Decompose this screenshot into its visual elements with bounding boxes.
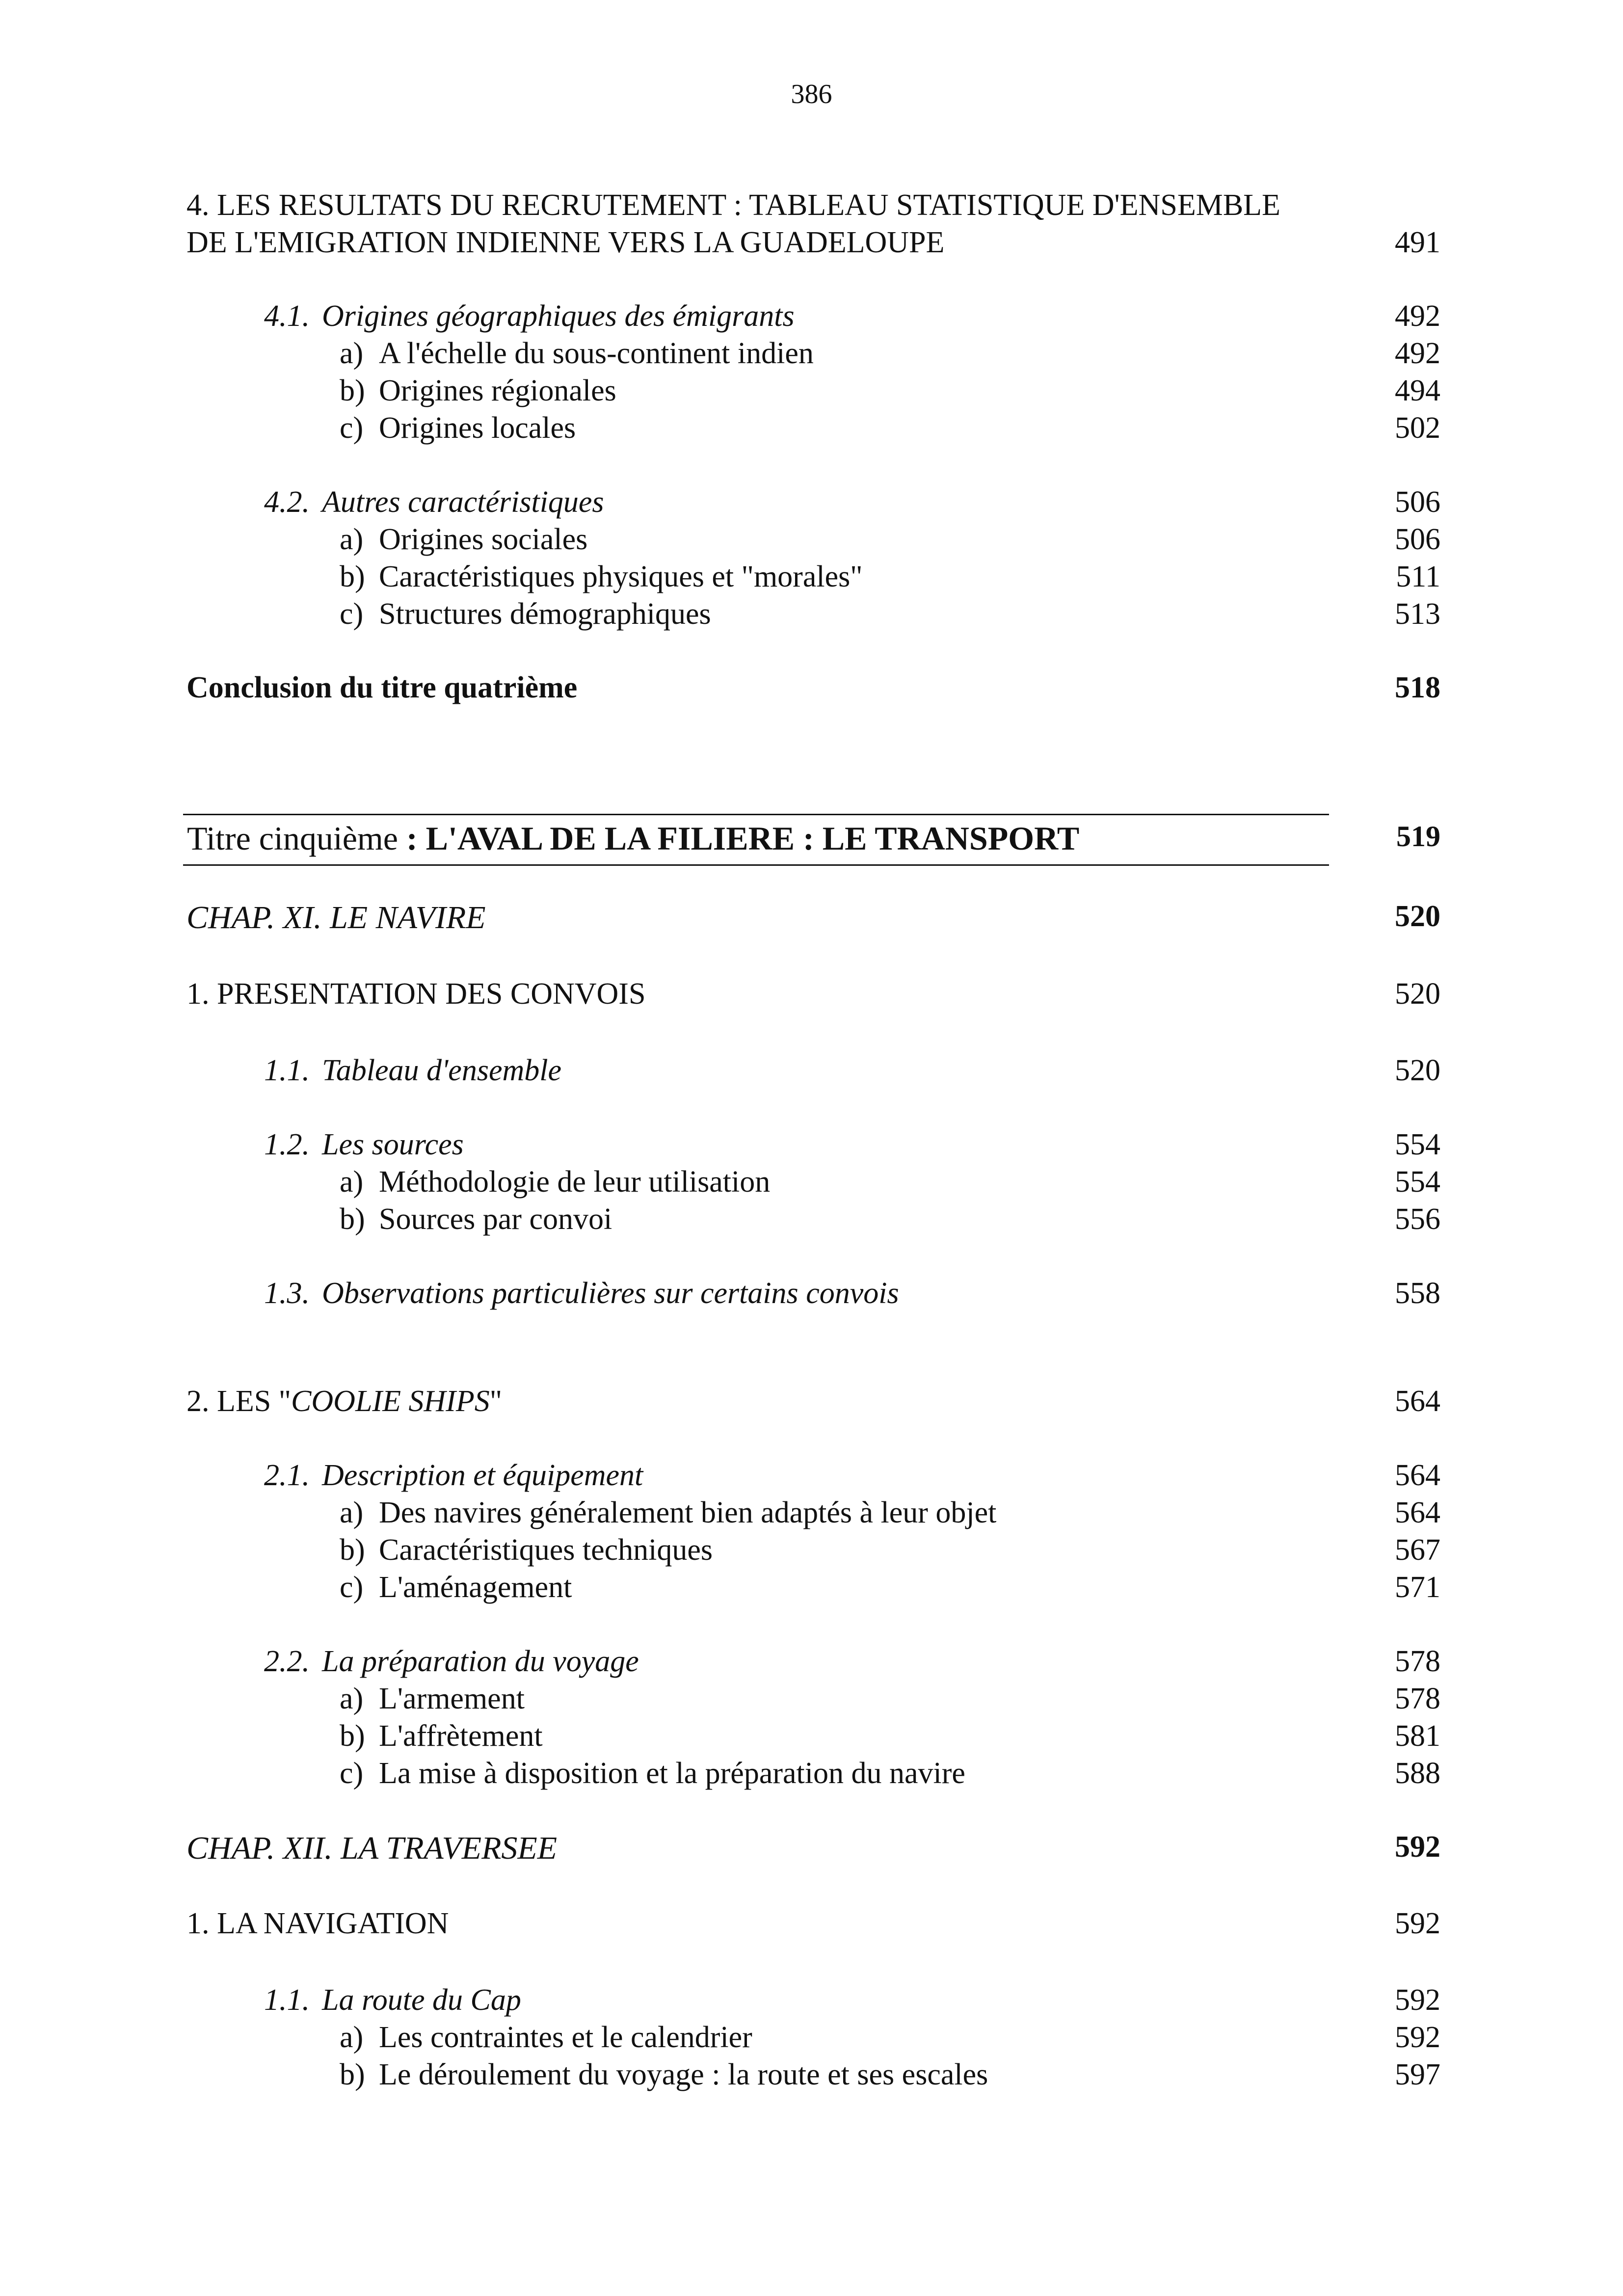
toc-entry-page: 567	[1395, 1533, 1440, 1567]
chapter-title: CHAP. XI. LE NAVIRE	[186, 900, 486, 935]
toc-entry-xii-1	[186, 1906, 1440, 1945]
toc-entry-4-2	[186, 485, 1440, 523]
toc-entry-title: Observations particulières sur certains convois	[322, 1277, 899, 1310]
toc-entry-title: Caractéristiques techniques	[379, 1533, 713, 1567]
toc-entry-4-1-a	[186, 336, 1440, 374]
toc-entry-page: 513	[1395, 597, 1440, 631]
page-number: 386	[791, 79, 832, 109]
toc-entry-title: A l'échelle du sous-continent indien	[379, 337, 814, 370]
toc-entry-page: 558	[1395, 1277, 1440, 1310]
toc-entry-number: 1.1.	[264, 1054, 310, 1087]
toc-entry-page: 494	[1395, 374, 1440, 407]
toc-entry-title: 1. PRESENTATION DES CONVOIS	[186, 977, 646, 1011]
toc-entry-4-1-b	[186, 374, 1440, 412]
part-heading-title: : L'AVAL DE LA FILIERE : LE TRANSPORT	[398, 820, 1080, 857]
toc-entry-xi-2-1-c	[186, 1570, 1440, 1608]
toc-entry-page: 506	[1395, 485, 1440, 519]
toc-entry-xi-1-2-b	[186, 1202, 1440, 1240]
toc-entry-page: 578	[1395, 1682, 1440, 1715]
toc-entry-title: Méthodologie de leur utilisation	[379, 1165, 771, 1199]
toc-entry-page: 491	[1395, 226, 1440, 259]
toc-entry-page: 554	[1395, 1165, 1440, 1199]
toc-entry-title: Le déroulement du voyage : la route et ses escales	[379, 2058, 988, 2091]
toc-entry-page: 592	[1395, 2021, 1440, 2054]
toc-entry-xi-2-1	[186, 1458, 1440, 1496]
toc-entry-title: 1. LA NAVIGATION	[186, 1907, 449, 1940]
toc-entry-section-4-line1	[186, 188, 1440, 226]
toc-entry-xii-1-1-a	[186, 2020, 1440, 2058]
toc-entry-title-suffix: "	[489, 1385, 503, 1418]
toc-entry-title: Sources par convoi	[379, 1202, 612, 1236]
toc-entry-number: 1.1.	[264, 1983, 310, 2017]
toc-entry-page: 520	[1395, 1054, 1440, 1087]
toc-entry-title: L'aménagement	[379, 1571, 572, 1604]
toc-entry-title: La route du Cap	[322, 1983, 521, 2017]
toc-entry-label: b)	[340, 1202, 365, 1236]
toc-entry-label: c)	[340, 411, 364, 445]
toc-entry-label: b)	[340, 1719, 365, 1753]
toc-entry-4-1-c	[186, 411, 1440, 449]
toc-entry-4-1	[186, 299, 1440, 337]
toc-entry-page: 564	[1395, 1496, 1440, 1529]
toc-entry-4-2-b	[186, 560, 1440, 598]
toc-entry-title: Tableau d'ensemble	[322, 1054, 561, 1087]
toc-entry-label: c)	[340, 597, 364, 631]
toc-entry-label: c)	[340, 1571, 364, 1604]
toc-entry-title: Origines géographiques des émigrants	[322, 299, 795, 333]
toc-entry-label: c)	[340, 1757, 364, 1790]
toc-entry-label: b)	[340, 2058, 365, 2091]
toc-entry-xi-2-1-a	[186, 1495, 1440, 1534]
toc-entry-number: 2.1.	[264, 1459, 310, 1492]
toc-entry-page: 518	[1395, 671, 1440, 704]
toc-entry-xi-2-2-a	[186, 1682, 1440, 1720]
toc-entry-number: 4.1.	[264, 299, 310, 333]
toc-entry-title: La préparation du voyage	[322, 1645, 639, 1678]
toc-entry-xi-1-2	[186, 1127, 1440, 1166]
toc-entry-label: b)	[340, 374, 365, 407]
toc-entry-page: 592	[1395, 1907, 1440, 1940]
toc-entry-number: 4.2.	[264, 485, 310, 519]
part-heading-page: 519	[1396, 820, 1440, 853]
toc-entry-page: 492	[1395, 299, 1440, 333]
toc-entry-xi-1-3	[186, 1276, 1440, 1314]
part-heading-prefix: Titre cinquième	[187, 820, 398, 857]
toc-entry-xi-2-2-c	[186, 1756, 1440, 1794]
toc-entry-xi-2	[186, 1384, 1440, 1422]
toc-entry-xi-2-2	[186, 1644, 1440, 1682]
toc-entry-label: b)	[340, 560, 365, 593]
toc-entry-number: 2.2.	[264, 1645, 310, 1678]
toc-entry-title: Caractéristiques physiques et "morales"	[379, 560, 863, 593]
toc-entry-xii-1-1-b	[186, 2057, 1440, 2096]
toc-entry-xi-1-2-a	[186, 1165, 1440, 1203]
toc-entry-page: 564	[1395, 1459, 1440, 1492]
chapter-page: 520	[1395, 900, 1440, 933]
toc-entry-title: Des navires généralement bien adaptés à leur objet	[379, 1496, 997, 1529]
toc-entry-label: b)	[340, 1533, 365, 1567]
toc-entry-page: 492	[1395, 337, 1440, 370]
toc-entry-page: 556	[1395, 1202, 1440, 1236]
toc-entry-page: 581	[1395, 1719, 1440, 1753]
toc-entry-title: 4. LES RESULTATS DU RECRUTEMENT : TABLEAU STATISTIQUE D'ENSEMBLE	[186, 188, 1280, 222]
toc-entry-page: 520	[1395, 977, 1440, 1011]
toc-entry-xi-1	[186, 977, 1440, 1015]
toc-entry-title: DE L'EMIGRATION INDIENNE VERS LA GUADELOUPE	[186, 226, 945, 259]
toc-entry-title-italic: COOLIE SHIPS	[291, 1385, 490, 1418]
toc-entry-number: 1.2.	[264, 1128, 310, 1161]
toc-entry-page: 554	[1395, 1128, 1440, 1161]
chapter-title: CHAP. XII. LA TRAVERSEE	[186, 1830, 558, 1866]
toc-entry-title: Origines régionales	[379, 374, 616, 407]
toc-entry-title: L'armement	[379, 1682, 525, 1715]
toc-entry-xi-1-1	[186, 1053, 1440, 1092]
chapter-page: 592	[1395, 1830, 1440, 1864]
toc-entry-xii-1-1	[186, 1983, 1440, 2021]
toc-entry-page: 588	[1395, 1757, 1440, 1790]
chapter-heading-xi	[186, 899, 1440, 937]
toc-entry-4-2-c	[186, 597, 1440, 635]
toc-entry-title: Autres caractéristiques	[322, 485, 604, 519]
toc-entry-page: 502	[1395, 411, 1440, 445]
toc-entry-conclusion	[186, 670, 1440, 709]
toc-entry-title: Conclusion du titre quatrième	[186, 671, 578, 704]
toc-entry-title: Les contraintes et le calendrier	[379, 2021, 752, 2054]
toc-entry-title: Description et équipement	[322, 1459, 643, 1492]
toc-entry-label: a)	[340, 1496, 364, 1529]
toc-entry-section-4	[186, 225, 1440, 264]
toc-entry-number: 1.3.	[264, 1277, 310, 1310]
toc-entry-title: Les sources	[322, 1128, 464, 1161]
toc-entry-xi-2-2-b	[186, 1719, 1440, 1757]
toc-entry-page: 597	[1395, 2058, 1440, 2091]
toc-entry-label: a)	[340, 2021, 364, 2054]
toc-entry-xi-2-1-b	[186, 1533, 1440, 1571]
toc-entry-page: 506	[1395, 523, 1440, 556]
toc-entry-page: 564	[1395, 1385, 1440, 1418]
toc-entry-4-2-a	[186, 522, 1440, 561]
toc-entry-title-prefix: 2. LES "	[186, 1385, 292, 1418]
toc-entry-page: 578	[1395, 1645, 1440, 1678]
toc-entry-title: Origines sociales	[379, 523, 588, 556]
toc-entry-page: 571	[1395, 1571, 1440, 1604]
toc-entry-title: L'affrètement	[379, 1719, 543, 1753]
toc-entry-page: 511	[1396, 560, 1440, 593]
toc-entry-title: La mise à disposition et la préparation du navire	[379, 1757, 965, 1790]
toc-entry-label: a)	[340, 523, 364, 556]
chapter-heading-xii	[186, 1830, 1440, 1868]
toc-entry-label: a)	[340, 1165, 364, 1199]
part-heading-box	[183, 814, 1329, 866]
toc-entry-title: Structures démographiques	[379, 597, 711, 631]
toc-entry-page: 592	[1395, 1983, 1440, 2017]
toc-entry-label: a)	[340, 1682, 364, 1715]
toc-entry-label: a)	[340, 337, 364, 370]
toc-entry-title: Origines locales	[379, 411, 576, 445]
